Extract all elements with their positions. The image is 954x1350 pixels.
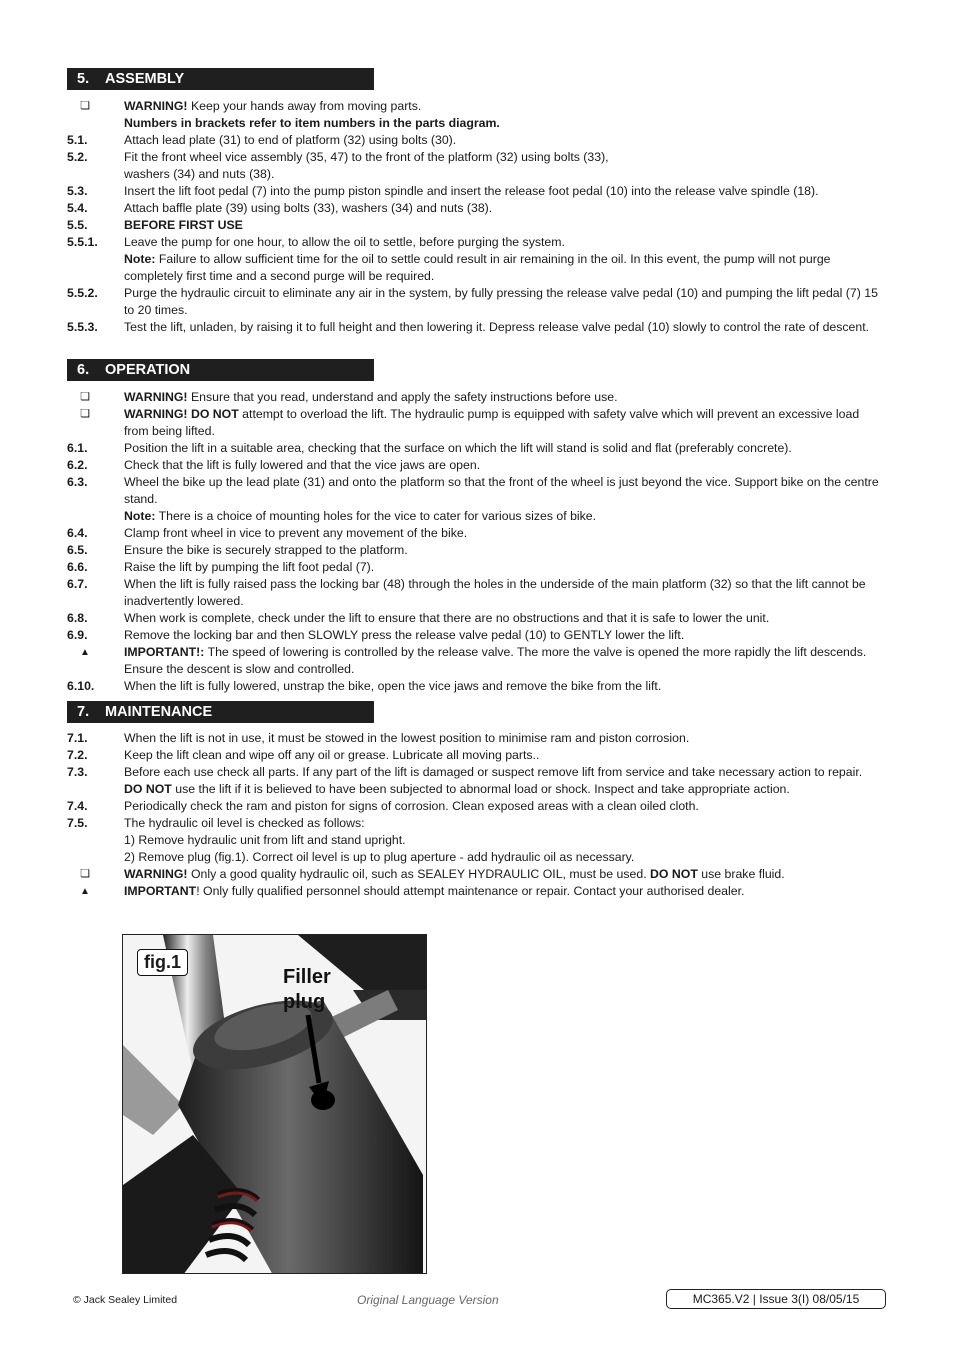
list-item	[67, 285, 887, 319]
item-number: 7.3.	[67, 765, 88, 779]
list-item	[67, 406, 887, 440]
list-item	[67, 389, 887, 406]
item-number: 5.5.1.	[67, 235, 98, 249]
item-number: 6.8.	[67, 611, 88, 625]
item-text: IMPORTANT!: The speed of lowering is controlled by the release valve. The more the valve is opened the more rapidly the lift descends. Ensure the descent is slow and controlled.	[124, 645, 870, 676]
list-item	[67, 474, 887, 508]
copyright: © Jack Sealey Limited	[73, 1294, 178, 1306]
list-item	[67, 815, 887, 832]
item-number: 5.1.	[67, 133, 88, 147]
item-text: When work is complete, check under the lift to ensure that there are no obstructions and that it is safe to lower the unit.	[124, 611, 770, 625]
section-title: OPERATION	[105, 362, 191, 378]
item-text: WARNING! DO NOT attempt to overload the lift. The hydraulic pump is equipped with safety valve which will prevent an excessive load from being lifted.	[124, 407, 860, 438]
list-item	[67, 747, 887, 764]
list-item	[67, 149, 887, 183]
list-item	[67, 678, 887, 695]
section-header-assembly: 5. ASSEMBLY	[67, 68, 374, 90]
filler-plug-callout: Filler plug	[283, 966, 331, 1013]
item-text: 2) Remove plug (fig.1). Correct oil level is up to plug aperture - add hydraulic oil as necessary.	[124, 850, 635, 864]
item-text: Note: There is a choice of mounting holes for the vice to cater for various sizes of bike.	[124, 509, 597, 523]
item-text: WARNING! Ensure that you read, understand and apply the safety instructions before use.	[124, 390, 618, 404]
list-item	[67, 610, 887, 627]
item-number: 5.5.	[67, 218, 88, 232]
item-text: Numbers in brackets refer to item numbers in the parts diagram.	[124, 116, 500, 130]
item-text: Periodically check the ram and piston for signs of corrosion. Clean exposed areas with a clean oiled cloth.	[124, 799, 699, 813]
item-number: 7.4.	[67, 799, 88, 813]
section-title: MAINTENANCE	[105, 704, 213, 720]
item-text: Purge the hydraulic circuit to eliminate any air in the system, by fully pressing the release valve pedal (10) and pumping the lift pedal (7) 15 to 20 times.	[124, 286, 878, 317]
list-item	[67, 508, 887, 525]
item-number: 7.5.	[67, 816, 88, 830]
item-text: When the lift is fully lowered, unstrap the bike, open the vice jaws and remove the bike from the lift.	[124, 679, 662, 693]
list-item	[67, 832, 887, 849]
warning-triangle-icon: ▲	[80, 886, 90, 897]
list-item	[67, 319, 887, 336]
item-number: 6.2.	[67, 458, 88, 472]
section-title: ASSEMBLY	[105, 71, 185, 87]
item-text: Insert the lift foot pedal (7) into the pump piston spindle and insert the release foot pedal (10) into the release valve spindle (18).	[124, 184, 819, 198]
list-item	[67, 576, 887, 610]
item-number: 6.6.	[67, 560, 88, 574]
item-text: Leave the pump for one hour, to allow the oil to settle, before purging the system.	[124, 235, 565, 249]
list-item	[67, 644, 887, 678]
section-header-maintenance: 7. MAINTENANCE	[67, 701, 374, 723]
list-item	[67, 781, 887, 798]
list-item	[67, 730, 887, 747]
list-item	[67, 798, 887, 815]
item-text: Raise the lift by pumping the lift foot pedal (7).	[124, 560, 375, 574]
checkbox-bullet-icon: ❏	[80, 868, 90, 880]
checkbox-bullet-icon: ❏	[80, 408, 90, 420]
figure-label: fig.1	[137, 949, 188, 976]
list-item	[67, 183, 887, 200]
list-item	[67, 217, 887, 234]
list-item	[67, 883, 887, 900]
list-item	[67, 98, 887, 115]
list-item	[67, 251, 887, 285]
maintenance-list	[67, 730, 887, 900]
assembly-list	[67, 98, 887, 336]
item-text: Note: Failure to allow sufficient time for the oil to settle could result in air remaining in the oil. In this event, the pump will not purge completely first time and a second purge will be required.	[124, 252, 831, 283]
item-text: 1) Remove hydraulic unit from lift and stand upright.	[124, 833, 406, 847]
hydraulic-unit-illustration	[123, 935, 427, 1274]
item-number: 6.1.	[67, 441, 88, 455]
checkbox-bullet-icon: ❏	[80, 391, 90, 403]
item-number: 5.5.3.	[67, 320, 98, 334]
item-text: Attach baffle plate (39) using bolts (33), washers (34) and nuts (38).	[124, 201, 493, 215]
figure-filler-plug	[122, 934, 427, 1274]
item-text: WARNING! Keep your hands away from moving parts.	[124, 99, 422, 113]
item-text: Before each use check all parts. If any part of the lift is damaged or suspect remove lift from service and take necessary action to repair.	[124, 765, 863, 779]
list-item	[67, 132, 887, 149]
list-item	[67, 457, 887, 474]
warning-triangle-icon: ▲	[80, 647, 90, 658]
document-reference: MC365.V2 | Issue 3(I) 08/05/15	[666, 1289, 886, 1309]
item-text: DO NOT use the lift if it is believed to have been subjected to abnormal load or shock. Inspect and take appropriate action.	[124, 782, 790, 796]
list-item	[67, 866, 887, 883]
list-item	[67, 559, 887, 576]
item-number: 6.3.	[67, 475, 88, 489]
item-text: BEFORE FIRST USE	[124, 218, 243, 232]
item-text: Check that the lift is fully lowered and that the vice jaws are open.	[124, 458, 481, 472]
list-item	[67, 764, 887, 781]
item-text: Keep the lift clean and wipe off any oil or grease. Lubricate all moving parts..	[124, 748, 540, 762]
list-item	[67, 234, 887, 251]
item-number: 6.10.	[67, 679, 95, 693]
list-item	[67, 440, 887, 457]
item-number: 5.4.	[67, 201, 88, 215]
item-text: Ensure the bike is securely strapped to the platform.	[124, 543, 408, 557]
item-number: 7.1.	[67, 731, 88, 745]
checkbox-bullet-icon: ❏	[80, 100, 90, 112]
item-text: Wheel the bike up the lead plate (31) and onto the platform so that the front of the wheel is just beyond the vice. Support bike on the centre stand.	[124, 475, 879, 506]
item-number: 5.5.2.	[67, 286, 98, 300]
item-text: Position the lift in a suitable area, checking that the surface on which the lift will stand is solid and flat (preferably concrete).	[124, 441, 792, 455]
item-number: 7.2.	[67, 748, 88, 762]
item-text: WARNING! Only a good quality hydraulic oil, such as SEALEY HYDRAULIC OIL, must be used. DO NOT use brake fluid.	[124, 867, 785, 881]
list-item	[67, 542, 887, 559]
item-text: The hydraulic oil level is checked as follows:	[124, 816, 365, 830]
item-text: Clamp front wheel in vice to prevent any movement of the bike.	[124, 526, 468, 540]
item-text: IMPORTANT! Only fully qualified personnel should attempt maintenance or repair. Contact your authorised dealer.	[124, 884, 745, 898]
item-number: 5.2.	[67, 150, 88, 164]
list-item	[67, 525, 887, 542]
section-header-operation: 6. OPERATION	[67, 359, 374, 381]
item-text: Test the lift, unladen, by raising it to full height and then lowering it. Depress release valve pedal (10) slowly to control the rate of descent.	[124, 320, 870, 334]
operation-list	[67, 389, 887, 695]
item-text: When the lift is not in use, it must be stowed in the lowest position to minimise ram and piston corrosion.	[124, 731, 690, 745]
item-number: 6.4.	[67, 526, 88, 540]
list-item	[67, 200, 887, 217]
list-item	[67, 627, 887, 644]
list-item	[67, 849, 887, 866]
list-item	[67, 115, 887, 132]
language-version: Original Language Version	[357, 1293, 499, 1307]
item-text: Fit the front wheel vice assembly (35, 47) to the front of the platform (32) using bolts (33), washers (34) and nuts (38).	[124, 150, 609, 181]
item-number: 5.3.	[67, 184, 88, 198]
item-number: 6.7.	[67, 577, 88, 591]
item-number: 6.5.	[67, 543, 88, 557]
item-text: When the lift is fully raised pass the locking bar (48) through the holes in the underside of the main platform (32) so that the lift cannot be inadvertently lowered.	[124, 577, 866, 608]
item-text: Attach lead plate (31) to end of platform (32) using bolts (30).	[124, 133, 457, 147]
item-text: Remove the locking bar and then SLOWLY press the release valve pedal (10) to GENTLY lower the lift.	[124, 628, 685, 642]
item-number: 6.9.	[67, 628, 88, 642]
